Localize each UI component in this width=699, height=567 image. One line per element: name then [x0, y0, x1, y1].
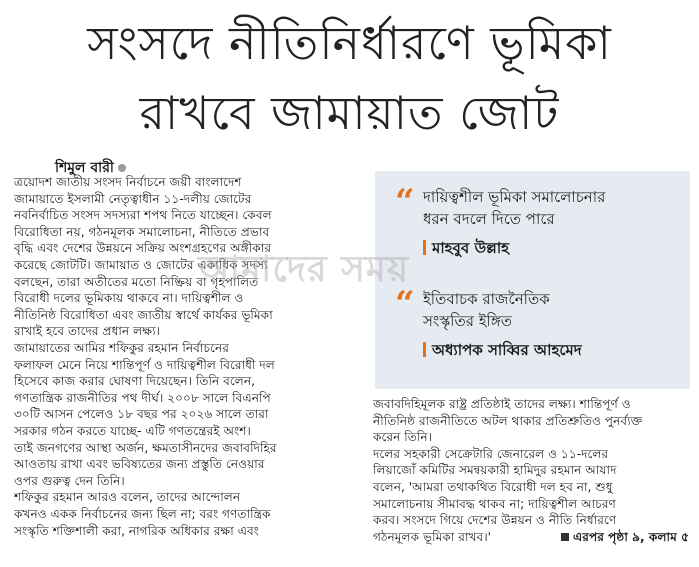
text-line: বলেন, 'আমরা তথাকথিত বিরোধী দল হব না, শুধু	[373, 479, 613, 494]
watermark-logo: আমাদের সময়	[198, 249, 410, 290]
text-line: সরকার গঠন করতে যাচ্ছে- এটি গণতন্ত্রেরই অংশ।	[14, 423, 251, 438]
square-icon	[561, 533, 569, 541]
text-line: করেন তিনি।	[373, 430, 433, 445]
text-line: করেছে জোটটি। জামায়াত ও জোটের একাধিক সদস্য	[14, 257, 268, 272]
quote-line: ইতিবাচক রাজনৈতিক	[423, 290, 550, 308]
text-line: ৩০টি আসন পেলেও ১৮ বছর পর ২০২৬ সালে তারা	[14, 407, 269, 422]
text-line: জামায়াতের আমির শফিকুর রহমান নির্বাচনের	[14, 341, 229, 355]
author-bar-icon	[423, 342, 426, 357]
text-line: বিরোধী দলের ভূমিকায় থাকবে না। দায়িত্বশীল ও	[14, 291, 244, 306]
quote-line: ধরন বদলে দিতে পারে	[423, 210, 555, 228]
text-line: গণতান্ত্রিক রাজনীতির পথ দীর্ঘ। ২০০৮ সালে বিএনপি	[14, 390, 271, 405]
byline-dot-icon	[118, 164, 126, 172]
text-line: ত্রয়োদশ জাতীয় সংসদ নির্বাচনে জয়ী বাংলাদেশ	[14, 175, 242, 189]
text-line: ওপর গুরুত্ব দেন তিনি।	[14, 473, 125, 488]
text-line: শফিকুর রহমান আরও বলেন, তাদের আন্দোলন	[14, 490, 241, 505]
text-line: বৃদ্ধি এবং দেশের উন্নয়নে সক্রিয় অংশগ্রহণের অঙ্গীকার	[14, 241, 272, 256]
text-line: নবনির্বাচিত সংসদ সদস্যরা শপথ নিতে যাচ্ছেন। কেবল	[14, 208, 272, 223]
continued-label[interactable]: এরপর পৃষ্ঠা ৯, কলাম ৫	[572, 529, 689, 544]
quote-mark-icon: “	[395, 284, 415, 324]
text-line: লিয়াজোঁ কমিটির সমন্বয়কারী হামিদুর রহমান আযাদ	[373, 463, 617, 478]
quote-line: সংস্কৃতির ইঙ্গিত	[423, 312, 513, 330]
text-line: নীতিনিষ্ঠ বিরোধিতা এবং জাতীয় স্বার্থে কার্যকর ভূমিকা	[14, 307, 273, 322]
text-line	[373, 529, 689, 546]
text-line: জামায়াতে ইসলামী নেতৃত্বাধীন ১১-দলীয় জোটের	[14, 191, 252, 206]
headline-line-1: সংসদে নীতিনির্ধারণে ভূমিকা	[87, 16, 612, 70]
text-line: রাখাই হবে তাদের প্রধান লক্ষ্য।	[14, 324, 160, 339]
text-line: ফলাফল মেনে নিয়ে শান্তিপূর্ণ ও দায়িত্বশীল বিরোধী দল	[14, 357, 275, 372]
headline-line-2: রাখবে জামায়াত জোট	[139, 86, 560, 140]
text-line: সমালোচনায় সীমাবদ্ধ থাকব না; দায়িত্বশীল আচরণ	[373, 496, 616, 511]
text-line: সংস্কৃতি শক্তিশালী করা, নাগরিক অধিকার রক্ষা এবং	[14, 523, 260, 538]
text-line-end: গঠনমূলক ভূমিকা রাখব।'	[373, 529, 492, 544]
text-line: নীতিনিষ্ঠ রাজনীতিতে অটল থাকার প্রতিশ্রুতিও পুনর্ব্যক্ত	[373, 413, 643, 428]
text-line: জবাবদিহিমূলক রাষ্ট্র প্রতিষ্ঠাই তাদের লক্ষ্য। শান্তিপূর্ণ ও	[373, 397, 631, 411]
author-bar-icon	[423, 240, 426, 255]
quote-author-name: অধ্যাপক সাব্বির আহমেদ	[432, 341, 582, 359]
text-line: আওতায় রাখা এবং ভবিষ্যতের জন্য প্রস্তুতি নেওয়ার	[14, 457, 265, 472]
quote-line: দায়িত্বশীল ভূমিকা সমালোচনার	[423, 188, 606, 206]
text-line: দলের সহকারী সেক্রেটারি জেনারেল ও ১১-দলের	[373, 446, 609, 461]
text-line: বিরোধিতা নয়, গঠনমূলক সমালোচনা, নীতিতে প্রভাব	[14, 224, 270, 239]
text-line: তাই জনগণের আস্থা অর্জন, ক্ষমতাসীনদের জবাবদিহির	[14, 440, 277, 455]
byline-author: শিমুল বারী	[55, 160, 114, 176]
text-line: হিসেবে কাজ করার ঘোষণা দিয়েছেন। তিনি বলেন,	[14, 374, 256, 389]
quote-author	[423, 339, 582, 364]
text-line: করব। সংসদে গিয়ে দেশের উন্নয়ন ও নীতি নির্ধারণে	[373, 513, 617, 528]
article-column-left-continued	[14, 340, 368, 539]
quote-author-name: মাহবুব উল্লাহ	[432, 239, 510, 257]
text-line: বলছেন, তারা অতীতের মতো নিষ্ক্রিয় বা গৃহপালিত	[14, 274, 259, 289]
text-line: কখনও একক নির্বাচনের জন্য ছিল না; বরং গণতান্ত্রিক	[14, 506, 271, 521]
quote-author	[423, 237, 509, 262]
quote-mark-icon: “	[395, 182, 415, 222]
pull-quote-box	[375, 171, 690, 389]
article-column-right	[373, 396, 689, 545]
continued-note[interactable]	[561, 529, 689, 546]
